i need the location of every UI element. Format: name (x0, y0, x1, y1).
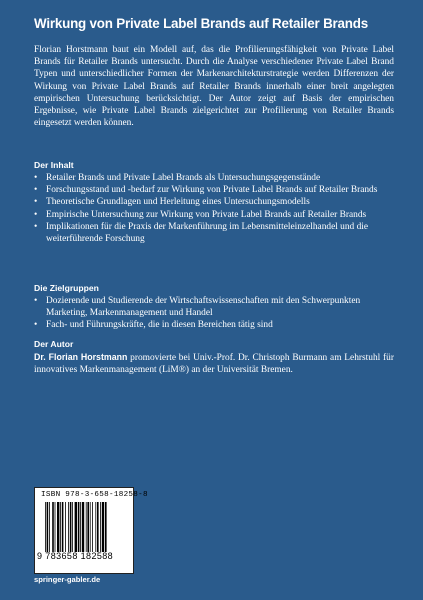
book-title: Wirkung von Private Label Brands auf Retailer Brands (34, 16, 369, 31)
barcode-icon (45, 502, 125, 552)
barcode-bar (47, 502, 49, 552)
isbn-barcode (34, 487, 148, 574)
list-item: • Empirische Untersuchung zur Wirkung von Private Label Brands auf Retailer Brands (34, 209, 394, 221)
barcode-bar (80, 502, 81, 552)
barcode-bar (102, 502, 104, 552)
barcode-bar (72, 502, 73, 552)
barcode-bar (105, 502, 107, 552)
list-item: • Forschungsstand und -bedarf zur Wirkung von Private Label Brands auf Retailer Brands (34, 184, 394, 196)
list-item: • Theoretische Grundlagen und Herleitung eines Untersuchungsmodells (34, 196, 394, 208)
intro-paragraph: Florian Horstmann baut ein Modell auf, das die Profilierungsfähigkeit von Private Label Brands für Retailer Brands untersucht. Durch die Analyse verschiedener Private Label Brand Typen und unterschiedlicher Formen der Markenarchitekturstrategie werden Differenzen der Wirkung von Private Label Brands auf Retailer Brands innerhalb einer breit angelegten empirischen Untersuchung berücksichtigt. Der Autor zeigt auf Basis der empirischen Ergebnisse, wie Private Label Brands zielgerichtet zur Profilierung von Retailer Brands eingesetzt werden können. (34, 45, 394, 129)
barcode-bar (57, 502, 59, 552)
author-bio-text: promovierte bei Univ.-Prof. Dr. Christoph Burmann am Lehrstuhl für innovatives Markenmanagement (LiM®) an der Universität Bremen. (34, 353, 394, 376)
barcode-bar (82, 502, 84, 552)
barcode-bar (75, 502, 77, 552)
barcode-digits: 9 783658 182588 (37, 551, 114, 561)
list-item: • Implikationen für die Praxis der Markenführung im Lebensmitteleinzelhandel und die weiterführende Forschung (34, 221, 394, 245)
barcode-bar (86, 502, 87, 552)
barcode-bar (49, 502, 50, 552)
barcode-bar (65, 502, 66, 552)
barcode-bar (92, 502, 93, 552)
list-item: • Fach- und Führungskräfte, die in diesen Bereichen tätig sind (34, 319, 394, 331)
barcode-bar (62, 502, 64, 552)
barcode-bar (95, 502, 96, 552)
barcode-bar (90, 502, 91, 552)
zielgruppen-heading: Die Zielgruppen (34, 283, 99, 293)
zielgruppen-list (34, 295, 394, 332)
autor-heading: Der Autor (34, 339, 74, 349)
barcode-bar (78, 502, 80, 552)
author-name: Dr. Florian Horstmann (34, 352, 128, 362)
barcode-bar (70, 502, 72, 552)
barcode-bar (68, 502, 69, 552)
author-bio (34, 351, 394, 376)
list-item: • Dozierende und Studierende der Wirtschaftswissenschaften mit den Schwerpunkten Marketing, Markenmanagement und Handel (34, 295, 394, 319)
inhalt-list (34, 172, 394, 245)
isbn-label: ISBN 978-3-658-18258-8 (41, 491, 148, 499)
inhalt-heading: Der Inhalt (34, 160, 74, 170)
barcode-bar (45, 502, 46, 552)
publisher-url: springer-gabler.de (34, 575, 101, 584)
barcode-bar (100, 502, 101, 552)
barcode-bar (52, 502, 54, 552)
barcode-bar (97, 502, 99, 552)
barcode-bar (55, 502, 56, 552)
barcode-bar (87, 502, 89, 552)
list-item: • Retailer Brands und Private Label Brands als Untersuchungsgegenstände (34, 172, 394, 184)
barcode-bar (60, 502, 61, 552)
